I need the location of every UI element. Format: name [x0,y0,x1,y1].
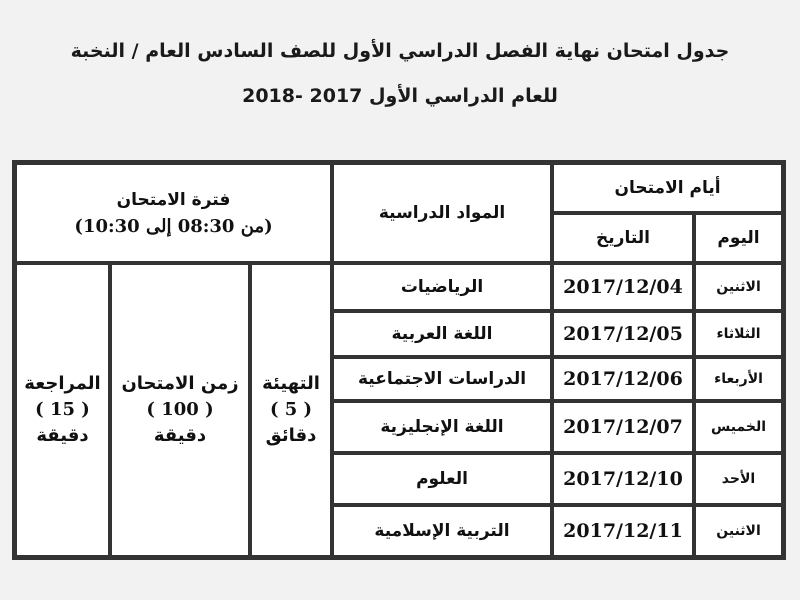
row-5-subject [332,453,552,505]
header-exam-days [552,163,783,213]
exam-duration-value: ( 100 ) [146,398,214,420]
row-date-text: 2017/12/05 [563,323,683,345]
row-date-text: 2017/12/06 [563,368,683,390]
row-subject-text: التربية الإسلامية [374,521,510,541]
header-date [552,213,694,263]
row-subject-text: الرياضيات [400,277,484,297]
header-exam-period [15,163,332,263]
row-day-text: الأربعاء [714,371,763,387]
row-4-day [694,401,783,453]
schedule-title-line1: جدول امتحان نهاية الفصل الدراسي الأول للصف السادس العام / النخبة [70,40,730,62]
row-subject-text: الدراسات الاجتماعية [357,369,527,389]
row-date-text: 2017/12/07 [563,416,683,438]
exam-duration-label: زمن الامتحان [121,372,239,394]
review-label: المراجعة [24,372,101,394]
review-value: ( 15 ) [35,398,90,420]
row-2-date [552,311,694,357]
row-day-text: الأحد [721,471,756,487]
header-period-time: (من 08:30 إلى 10:30) [74,215,273,237]
row-5-day [694,453,783,505]
row-6-subject [332,505,552,557]
row-2-subject [332,311,552,357]
header-exam-days-label: أيام الامتحان [614,178,721,198]
exam-duration-cell [110,263,250,557]
header-day-label: اليوم [717,228,760,248]
row-subject-text: اللغة الإنجليزية [380,417,504,437]
row-subject-text: العلوم [416,469,468,489]
row-3-date [552,357,694,401]
header-period-title: فترة الامتحان [116,189,231,210]
row-2-day [694,311,783,357]
header-subjects-label: المواد الدراسية [378,203,506,223]
header-subjects [332,163,552,263]
row-date-text: 2017/12/04 [563,276,683,298]
row-subject-text: اللغة العربية [391,324,493,344]
row-day-text: الثلاثاء [716,326,761,342]
row-1-day [694,263,783,311]
row-day-text: الاثنين [716,279,761,295]
row-5-date [552,453,694,505]
row-1-subject [332,263,552,311]
row-6-day [694,505,783,557]
row-date-text: 2017/12/10 [563,468,683,490]
row-day-text: الاثنين [716,523,761,539]
prep-time-cell [250,263,332,557]
row-date-text: 2017/12/11 [563,520,683,542]
schedule-title-line2: للعام الدراسي الأول 2017 -2018 [242,85,558,107]
header-day [694,213,783,263]
row-day-text: الخميس [710,419,767,435]
row-4-subject [332,401,552,453]
header-date-label: التاريخ [596,228,650,248]
review-time-cell [15,263,110,557]
row-3-subject [332,357,552,401]
review-unit: دقيقة [36,425,89,447]
prep-label: التهيئة [262,372,320,394]
row-4-date [552,401,694,453]
prep-unit: دقائق [265,425,317,447]
exam-duration-unit: دقيقة [153,425,207,447]
row-3-day [694,357,783,401]
prep-value: ( 5 ) [269,398,313,420]
row-1-date [552,263,694,311]
row-6-date [552,505,694,557]
